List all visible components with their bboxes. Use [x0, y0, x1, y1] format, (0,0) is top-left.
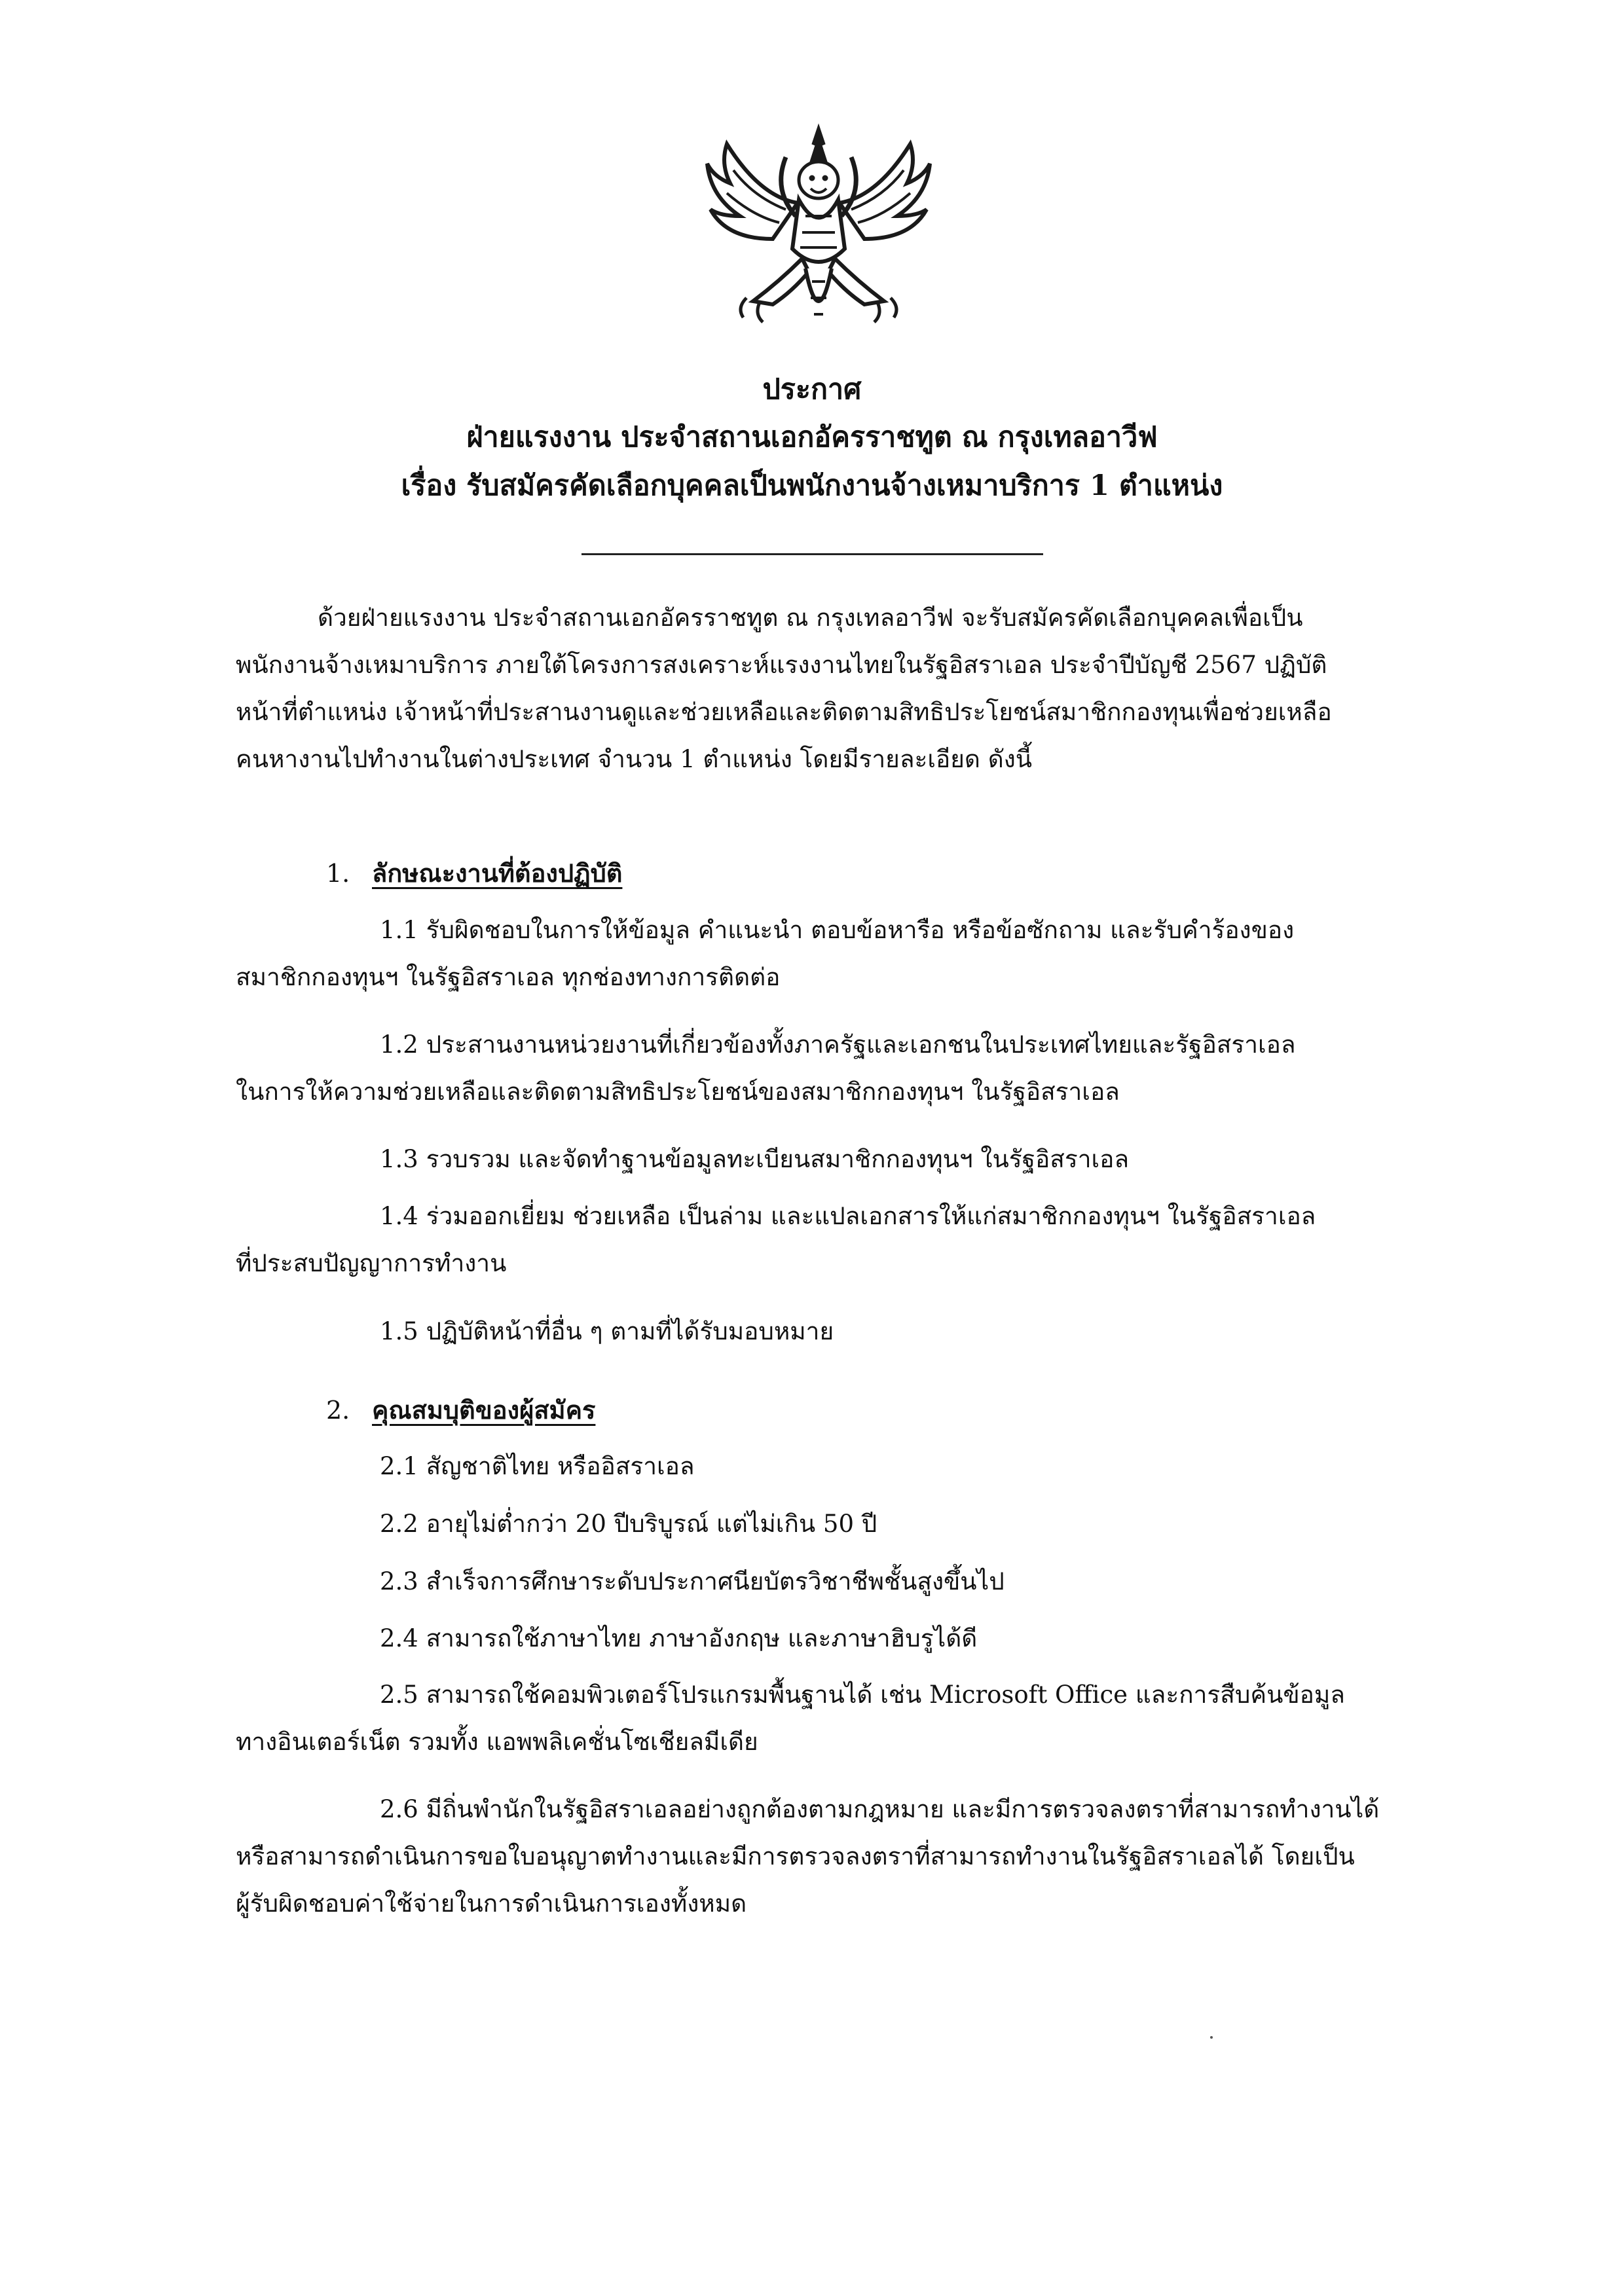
item-text: 2.3 สำเร็จการศึกษาระดับประกาศนียบัตรวิชาชีพชั้นสูงขึ้นไป	[380, 1567, 1005, 1595]
item-text: 2.1 สัญชาติไทย หรืออิสราเอล	[380, 1452, 695, 1480]
item-text-cont: ที่ประสบปัญญาการทำงาน	[236, 1249, 507, 1277]
list-item	[236, 1501, 1401, 1548]
item-text: 1.1 รับผิดชอบในการให้ข้อมูล คำแนะนำ ตอบข้อหารือ หรือข้อซักถาม และรับคำร้องของ	[380, 916, 1295, 944]
announcement-heading: ประกาศ	[762, 373, 862, 406]
list-item	[236, 1671, 1401, 1766]
section-heading	[326, 850, 622, 897]
list-item	[236, 1443, 1401, 1490]
intro-line: ด้วยฝ่ายแรงงาน ประจำสถานเอกอัครราชทูต ณ กรุงเทลอาวีฟ จะรับสมัครคัดเลือกบุคคลเพื่อเป็น	[318, 604, 1303, 632]
item-text: 2.6 มีถิ่นพำนักในรัฐอิสราเอลอย่างถูกต้องตามกฎหมาย และมีการตรวจลงตราที่สามารถทำงานได้	[380, 1795, 1380, 1823]
list-item	[236, 1615, 1401, 1662]
garuda-emblem-icon	[681, 118, 956, 340]
list-item	[236, 907, 1401, 1001]
section-title: ลักษณะงานที่ต้องปฏิบัติ	[372, 858, 623, 888]
list-item	[236, 1308, 1401, 1355]
announcement-subject: เรื่อง รับสมัครคัดเลือกบุคคลเป็นพนักงานจ้างเหมาบริการ 1 ตำแหน่ง	[401, 469, 1223, 502]
list-item	[236, 1193, 1401, 1287]
item-text: 2.5 สามารถใช้คอมพิวเตอร์โปรแกรมพื้นฐานได้ เช่น Microsoft Office และการสืบค้นข้อมูล	[380, 1681, 1345, 1709]
header-divider	[581, 553, 1043, 555]
intro-paragraph	[236, 594, 1401, 783]
issuing-office: ฝ่ายแรงงาน ประจำสถานเอกอัครราชทูต ณ กรุงเทลอาวีฟ	[466, 421, 1158, 454]
scan-speck	[1210, 2036, 1213, 2039]
item-text: 1.4 ร่วมออกเยี่ยม ช่วยเหลือ เป็นล่าม และแปลเอกสารให้แก่สมาชิกกองทุนฯ ในรัฐอิสราเอล	[380, 1202, 1316, 1230]
intro-line: หน้าที่ตำแหน่ง เจ้าหน้าที่ประสานงานดูและช่วยเหลือและติดตามสิทธิประโยชน์สมาชิกกองทุนเพื่อช่วยเหลือ	[236, 698, 1332, 726]
intro-line: พนักงานจ้างเหมาบริการ ภายใต้โครงการสงเคราะห์แรงงานไทยในรัฐอิสราเอล ประจำปีบัญชี 2567 ปฏิบัติ	[236, 651, 1327, 679]
section-number: 1.	[326, 859, 350, 888]
list-item	[236, 1136, 1401, 1183]
item-text-cont: ผู้รับผิดชอบค่าใช้จ่ายในการดำเนินการเองทั้งหมด	[236, 1889, 747, 1918]
intro-line: คนหางานไปทำงานในต่างประเทศ จำนวน 1 ตำแหน่ง โดยมีรายละเอียด ดังนี้	[236, 745, 1033, 773]
section-heading	[326, 1387, 595, 1434]
section-number: 2.	[326, 1396, 350, 1425]
item-text-cont: สมาชิกกองทุนฯ ในรัฐอิสราเอล ทุกช่องทางการติดต่อ	[236, 963, 781, 991]
item-text: 1.3 รวบรวม และจัดทำฐานข้อมูลทะเบียนสมาชิกกองทุนฯ ในรัฐอิสราเอล	[380, 1145, 1130, 1173]
section-title: คุณสมบุติของผู้สมัคร	[372, 1395, 596, 1425]
item-text-cont: ในการให้ความช่วยเหลือและติดตามสิทธิประโยชน์ของสมาชิกกองทุนฯ ในรัฐอิสราเอล	[236, 1078, 1120, 1106]
item-text: 2.4 สามารถใช้ภาษาไทย ภาษาอังกฤษ และภาษาฮิบรูได้ดี	[380, 1624, 978, 1652]
item-text: 1.5 ปฏิบัติหน้าที่อื่น ๆ ตามที่ได้รับมอบหมาย	[380, 1317, 834, 1345]
item-text: 1.2 ประสานงานหน่วยงานที่เกี่ยวข้องทั้งภาครัฐและเอกชนในประเทศไทยและรัฐอิสราเอล	[380, 1030, 1296, 1059]
list-item	[236, 1558, 1401, 1605]
item-text: 2.2 อายุไม่ต่ำกว่า 20 ปีบริบูรณ์ แต่ไม่เกิน 50 ปี	[380, 1510, 877, 1538]
item-text-cont: ทางอินเตอร์เน็ต รวมทั้ง แอพพลิเคชั่นโซเชียลมีเดีย	[236, 1728, 758, 1756]
list-item	[236, 1021, 1401, 1116]
item-text-cont: หรือสามารถดำเนินการขอใบอนุญาตทำงานและมีการตรวจลงตราที่สามารถทำงานในรัฐอิสราเอลได้ โดยเป็น	[236, 1842, 1355, 1870]
list-item	[236, 1786, 1401, 1927]
